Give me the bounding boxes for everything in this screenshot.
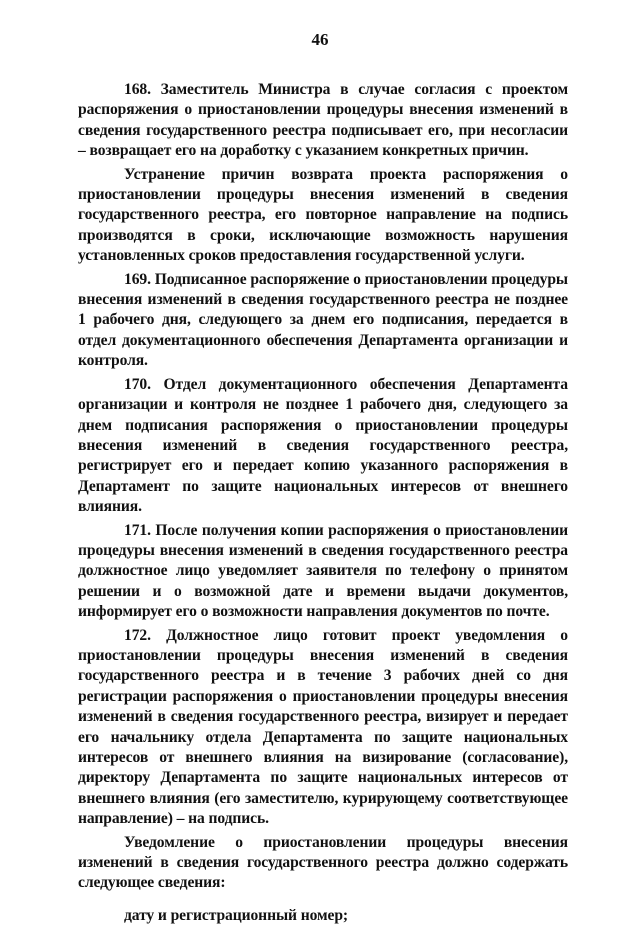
paragraph-170: 170. Отдел документационного обеспечения Департамента организации и контроля не позднее 1 рабочего дня, следующего за днем подписания распоряжения о приостановлении процедуры внесения изменений в сведения государственного реестра, регистрирует его и передает копию указанного распоряжения в Департамент по защите национальных интересов от внешнего влияния. — [78, 375, 568, 516]
paragraph-notification-contents: Уведомление о приостановлении процедуры внесения изменений в сведения государственного реестра должно содержать следующее сведения: — [78, 833, 568, 892]
list-item-date-and-number: дату и регистрационный номер; — [124, 906, 349, 924]
paragraph-171: 171. После получения копии распоряжения о приостановлении процедуры внесения изменений в сведения государственного реестра должностное лицо уведомляет заявителя по телефону о принятом решении и о возможной дате и времени выдачи документов, информирует его о возможности направления документов по почте. — [78, 521, 568, 621]
page-number: 46 — [311, 30, 329, 49]
paragraph-elimination-of-causes: Устранение причин возврата проекта распоряжения о приостановлении процедуры внесения изменений в сведения государственного реестра, его повторное направление на подпись производятся в сроки, исключающие возможность нарушения установленных сроков предоставления государственной услуги. — [78, 165, 568, 265]
document-body — [78, 80, 568, 926]
paragraph-169: 169. Подписанное распоряжение о приостановлении процедуры внесения изменений в сведения государственного реестра не позднее 1 рабочего дня, следующего за днем его подписания, передается в отдел документационного обеспечения Департамента организации и контроля. — [78, 270, 568, 370]
paragraph-172: 172. Должностное лицо готовит проект уведомления о приостановлении процедуры внесения изменений в сведения государственного реестра и в течение 3 рабочих дней со дня регистрации распоряжения о приостановлении процедуры внесения изменений в сведения государственного реестра, визирует и передает его начальнику отдела Департамента по защите национальных интересов от внешнего влияния на визирование (согласование), директору Департамента по защите национальных интересов от внешнего влияния (его заместителю, курирующему соответствующее направление) – на подпись. — [78, 626, 568, 828]
paragraph-168: 168. Заместитель Министра в случае согласия с проектом распоряжения о приостановлении процедуры внесения изменений в сведения государственного реестра подписывает его, при несогласии – возвращает его на доработку с указанием конкретных причин. — [78, 81, 568, 160]
